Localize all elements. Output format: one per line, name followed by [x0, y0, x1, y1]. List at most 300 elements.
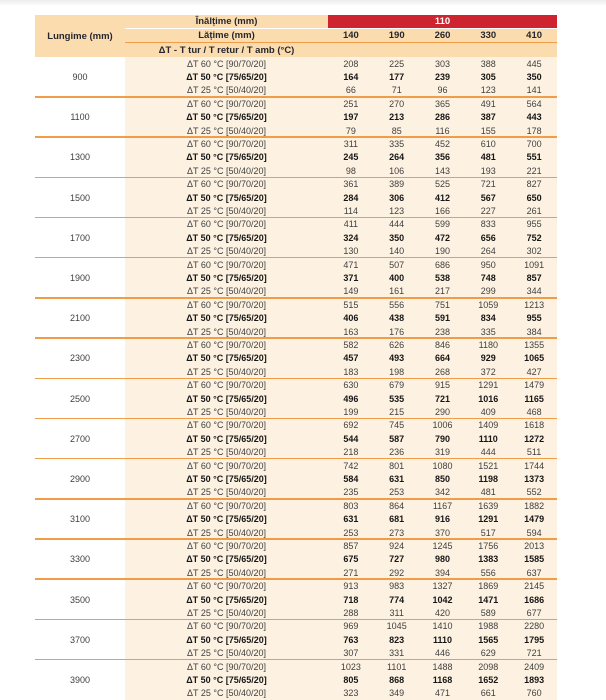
output-value: 253: [343, 527, 359, 538]
output-value: 123: [389, 206, 405, 217]
output-value: 675: [343, 554, 359, 565]
output-value: 116: [435, 125, 450, 136]
output-value: 457: [343, 353, 359, 364]
dt-row-label: ΔT 50 °C [75/65/20]: [186, 594, 267, 605]
output-value: 748: [480, 273, 496, 284]
output-value: 493: [389, 353, 405, 364]
output-value: 1080: [432, 460, 453, 471]
dt-row-label: ΔT 60 °C [90/70/20]: [187, 299, 266, 310]
data-row-dt60: [125, 459, 557, 472]
output-value: 273: [389, 527, 405, 538]
length-group-3100: [35, 499, 557, 539]
dt-row-label: ΔT 60 °C [90/70/20]: [187, 540, 266, 551]
output-value: 551: [526, 152, 542, 163]
output-value: 1016: [478, 393, 499, 404]
output-value: 235: [343, 487, 359, 498]
output-value: 1795: [524, 634, 545, 645]
inaltime-label-cell: Înălțime (mm): [125, 15, 328, 28]
output-value: 1565: [478, 634, 499, 645]
output-value: 468: [526, 406, 542, 417]
data-row-dt25: [125, 325, 557, 338]
output-value: 286: [434, 112, 450, 123]
output-value: 420: [434, 607, 450, 618]
dt-row-label: ΔT 25 °C [50/40/20]: [187, 125, 266, 136]
dt-row-label: ΔT 50 °C [75/65/20]: [186, 112, 267, 123]
output-value: 538: [434, 273, 450, 284]
output-value: 833: [480, 219, 496, 230]
output-value: 507: [389, 259, 405, 270]
output-value: 236: [389, 447, 405, 458]
output-value: 96: [437, 85, 448, 96]
inaltime-value-cell: 110: [328, 15, 557, 28]
output-value: 637: [526, 567, 542, 578]
output-value: 238: [434, 326, 450, 337]
group-rows: [125, 97, 557, 137]
output-value: 302: [526, 246, 542, 257]
data-row-dt60: [125, 660, 557, 673]
data-row-dt60: [125, 137, 557, 150]
output-value: 535: [389, 393, 405, 404]
dt-header-filler: [328, 43, 557, 57]
lungime-value: 3900: [35, 660, 125, 700]
output-value: 803: [343, 500, 359, 511]
output-value: 264: [389, 152, 405, 163]
output-value: 66: [345, 85, 356, 96]
dt-row-label: ΔT 50 °C [75/65/20]: [186, 192, 267, 203]
output-value: 631: [389, 473, 405, 484]
output-value: 79: [345, 125, 356, 136]
output-value: 218: [343, 447, 359, 458]
output-value: 472: [434, 232, 450, 243]
output-value: 983: [389, 581, 405, 592]
length-group-1700: [35, 218, 557, 258]
output-value: 106: [389, 165, 405, 176]
dt-row-label: ΔT 50 °C [75/65/20]: [186, 152, 267, 163]
length-group-3700: [35, 620, 557, 660]
output-value: 445: [526, 58, 542, 69]
dt-row-label: ΔT 60 °C [90/70/20]: [187, 661, 266, 672]
data-row-dt25: [125, 566, 557, 579]
output-value: 1110: [478, 433, 498, 444]
output-value: 1042: [432, 594, 453, 605]
output-value: 1479: [524, 514, 545, 525]
output-value: 823: [389, 634, 405, 645]
dt-header-label-cell: ΔT - T tur / T retur / T amb (°C): [125, 43, 328, 57]
output-value: 1167: [432, 500, 453, 511]
output-value: 950: [480, 259, 496, 270]
lungime-header-cell: Lungime (mm): [35, 15, 125, 57]
dt-row-label: ΔT 50 °C [75/65/20]: [186, 674, 267, 685]
output-value: 752: [526, 232, 542, 243]
output-value: 438: [389, 313, 405, 324]
output-value: 751: [434, 299, 450, 310]
output-value: 1023: [340, 661, 361, 672]
dt-row-label: ΔT 25 °C [50/40/20]: [187, 648, 266, 659]
latime-value-cell: 140: [328, 29, 374, 42]
output-value: 389: [389, 179, 405, 190]
output-value: 491: [480, 98, 496, 109]
length-group-1100: [35, 97, 557, 137]
output-value: 805: [343, 674, 359, 685]
output-value: 130: [343, 246, 359, 257]
output-value: 306: [389, 192, 405, 203]
output-value: 1471: [478, 594, 499, 605]
output-value: 2013: [524, 540, 545, 551]
length-group-1900: [35, 258, 557, 298]
length-group-2300: [35, 338, 557, 378]
dt-row-label: ΔT 25 °C [50/40/20]: [187, 406, 266, 417]
lungime-value: 1700: [35, 218, 125, 258]
lungime-value: 2700: [35, 419, 125, 459]
length-group-3500: [35, 579, 557, 619]
output-value: 427: [526, 366, 542, 377]
output-value: 1521: [478, 460, 499, 471]
output-value: 544: [343, 433, 359, 444]
data-row-dt50: [125, 70, 557, 83]
output-value: 1383: [478, 554, 499, 565]
output-value: 594: [526, 527, 542, 538]
dt-row-label: ΔT 25 °C [50/40/20]: [187, 85, 266, 96]
output-value: 650: [526, 192, 542, 203]
dt-row-label: ΔT 25 °C [50/40/20]: [187, 206, 266, 217]
length-group-2100: [35, 298, 557, 338]
output-value: 850: [434, 473, 450, 484]
output-value: 515: [343, 299, 359, 310]
output-value: 264: [480, 246, 496, 257]
output-value: 443: [526, 112, 542, 123]
data-row-dt25: [125, 486, 557, 499]
output-value: 331: [389, 648, 405, 659]
output-value: 163: [343, 326, 359, 337]
data-row-dt25: [125, 445, 557, 458]
output-value: 140: [389, 246, 405, 257]
table-body: [35, 57, 557, 700]
output-value: 552: [526, 487, 542, 498]
output-value: 305: [480, 72, 496, 83]
data-row-dt50: [125, 673, 557, 686]
output-value: 141: [526, 85, 542, 96]
output-value: 631: [343, 514, 359, 525]
output-value: 913: [343, 581, 359, 592]
output-value: 371: [343, 273, 359, 284]
output-value: 591: [434, 313, 450, 324]
lungime-value: 1500: [35, 178, 125, 218]
output-value: 452: [434, 139, 450, 150]
group-rows: [125, 379, 557, 419]
output-value: 1988: [478, 621, 499, 632]
latime-value-cell: 190: [374, 29, 420, 42]
data-row-dt25: [125, 365, 557, 378]
dt-row-label: ΔT 50 °C [75/65/20]: [186, 353, 267, 364]
output-value: 400: [389, 273, 405, 284]
output-value: 511: [526, 447, 542, 458]
dt-row-label: ΔT 50 °C [75/65/20]: [186, 473, 267, 484]
data-row-dt60: [125, 97, 557, 110]
dt-row-label: ΔT 60 °C [90/70/20]: [187, 179, 266, 190]
output-value: 290: [434, 406, 450, 417]
output-value: 384: [526, 326, 542, 337]
length-group-2900: [35, 459, 557, 499]
output-value: 1291: [478, 380, 499, 391]
output-value: 85: [391, 125, 402, 136]
output-value: 2409: [524, 661, 545, 672]
output-value: 356: [434, 152, 450, 163]
output-value: 630: [343, 380, 359, 391]
dt-row-label: ΔT 60 °C [90/70/20]: [187, 58, 266, 69]
output-value: 143: [434, 165, 450, 176]
output-value: 365: [434, 98, 450, 109]
output-value: 556: [389, 299, 405, 310]
data-row-dt60: [125, 57, 557, 70]
data-row-dt60: [125, 338, 557, 351]
output-value: 681: [389, 514, 405, 525]
output-value: 344: [526, 286, 542, 297]
dt-row-label: ΔT 60 °C [90/70/20]: [187, 219, 266, 230]
dt-row-label: ΔT 25 °C [50/40/20]: [187, 165, 266, 176]
data-row-dt50: [125, 151, 557, 164]
radiator-output-table: [35, 15, 557, 700]
data-row-dt50: [125, 231, 557, 244]
lungime-value: 1300: [35, 137, 125, 177]
group-rows: [125, 539, 557, 579]
output-value: 412: [434, 192, 450, 203]
output-value: 1686: [524, 594, 545, 605]
output-value: 394: [434, 567, 450, 578]
latime-label-cell: Lățime (mm): [125, 29, 328, 42]
data-row-dt25: [125, 606, 557, 619]
data-row-dt25: [125, 84, 557, 97]
output-value: 2280: [524, 621, 545, 632]
output-value: 225: [389, 58, 405, 69]
output-value: 199: [343, 406, 359, 417]
data-row-dt25: [125, 164, 557, 177]
output-value: 1110: [432, 634, 452, 645]
header-rows: [125, 15, 557, 57]
output-value: 1618: [524, 420, 545, 431]
dt-row-label: ΔT 25 °C [50/40/20]: [187, 326, 266, 337]
output-value: 1488: [432, 661, 453, 672]
output-value: 319: [434, 447, 450, 458]
dt-row-label: ΔT 60 °C [90/70/20]: [187, 340, 266, 350]
dt-row-label: ΔT 60 °C [90/70/20]: [187, 460, 266, 471]
data-row-dt50: [125, 432, 557, 445]
output-value: 406: [343, 313, 359, 324]
output-value: 969: [343, 621, 359, 632]
output-value: 1213: [524, 299, 545, 310]
data-row-dt25: [125, 687, 557, 700]
output-value: 915: [434, 380, 450, 391]
output-value: 388: [480, 58, 496, 69]
output-value: 303: [434, 58, 450, 69]
output-value: 387: [480, 112, 496, 123]
output-value: 1409: [478, 420, 499, 431]
data-row-dt25: [125, 285, 557, 298]
lungime-value: 3700: [35, 620, 125, 660]
inaltime-row: [125, 15, 557, 29]
data-row-dt60: [125, 218, 557, 231]
dt-row-label: ΔT 60 °C [90/70/20]: [187, 500, 266, 511]
output-value: 177: [389, 72, 405, 83]
output-value: 311: [343, 139, 359, 150]
output-value: 1744: [524, 460, 545, 471]
output-value: 217: [434, 286, 450, 297]
output-value: 335: [389, 139, 405, 150]
lungime-value: 2900: [35, 459, 125, 499]
data-row-dt50: [125, 352, 557, 365]
output-value: 253: [389, 487, 405, 498]
output-value: 2098: [478, 661, 499, 672]
output-value: 763: [343, 634, 359, 645]
dt-row-label: ΔT 25 °C [50/40/20]: [187, 246, 266, 257]
output-value: 857: [526, 273, 542, 284]
output-value: 626: [389, 340, 405, 350]
data-row-dt60: [125, 499, 557, 512]
data-row-dt50: [125, 593, 557, 606]
data-row-dt60: [125, 298, 557, 311]
output-value: 1065: [524, 353, 545, 364]
data-row-dt50: [125, 271, 557, 284]
lungime-value: 2500: [35, 379, 125, 419]
dt-header-row: [125, 43, 557, 57]
dt-row-label: ΔT 60 °C [90/70/20]: [187, 139, 266, 150]
output-value: 864: [389, 500, 405, 511]
output-value: 176: [389, 326, 405, 337]
output-value: 1882: [524, 500, 545, 511]
data-row-dt50: [125, 553, 557, 566]
data-row-dt60: [125, 539, 557, 552]
dt-row-label: ΔT 25 °C [50/40/20]: [187, 607, 266, 618]
output-value: 955: [526, 313, 542, 324]
dt-row-label: ΔT 25 °C [50/40/20]: [187, 688, 266, 699]
output-value: 114: [343, 206, 359, 217]
output-value: 790: [434, 433, 450, 444]
output-value: 1091: [524, 259, 545, 270]
output-value: 239: [434, 72, 450, 83]
data-row-dt50: [125, 191, 557, 204]
output-value: 517: [480, 527, 496, 538]
output-value: 251: [343, 98, 359, 109]
group-rows: [125, 137, 557, 177]
dt-row-label: ΔT 50 °C [75/65/20]: [186, 433, 267, 444]
group-rows: [125, 579, 557, 619]
output-value: 556: [480, 567, 496, 578]
output-value: 1585: [524, 554, 545, 565]
data-row-dt60: [125, 579, 557, 592]
output-value: 1479: [524, 380, 545, 391]
output-value: 71: [391, 85, 402, 96]
dt-row-label: ΔT 25 °C [50/40/20]: [187, 487, 266, 498]
output-value: 261: [526, 206, 542, 217]
dt-row-label: ΔT 60 °C [90/70/20]: [187, 581, 266, 592]
output-value: 1373: [524, 473, 545, 484]
output-value: 227: [480, 206, 496, 217]
lungime-value: 2100: [35, 298, 125, 338]
output-value: 980: [434, 554, 450, 565]
output-value: 198: [389, 366, 405, 377]
output-value: 471: [434, 688, 450, 699]
dt-row-label: ΔT 25 °C [50/40/20]: [187, 447, 266, 458]
output-value: 2145: [524, 581, 545, 592]
output-value: 411: [343, 219, 359, 230]
data-row-dt25: [125, 405, 557, 418]
lungime-value: 3500: [35, 579, 125, 619]
group-rows: [125, 419, 557, 459]
output-value: 760: [526, 688, 542, 699]
output-value: 1869: [478, 581, 499, 592]
output-value: 444: [480, 447, 496, 458]
output-value: 587: [389, 433, 405, 444]
output-value: 1180: [478, 340, 498, 350]
output-value: 1045: [386, 621, 407, 632]
output-value: 1652: [478, 674, 499, 685]
output-value: 349: [389, 688, 405, 699]
output-value: 342: [434, 487, 450, 498]
output-value: 221: [526, 165, 542, 176]
output-value: 661: [480, 688, 496, 699]
data-row-dt60: [125, 419, 557, 432]
lungime-value: 3300: [35, 539, 125, 579]
output-value: 213: [389, 112, 405, 123]
data-row-dt25: [125, 124, 557, 137]
output-value: 271: [343, 567, 359, 578]
output-value: 164: [343, 72, 359, 83]
group-rows: [125, 57, 557, 97]
output-value: 692: [343, 420, 359, 431]
output-value: 727: [389, 554, 405, 565]
group-rows: [125, 660, 557, 700]
output-value: 166: [434, 206, 450, 217]
output-value: 190: [434, 246, 450, 257]
output-value: 664: [434, 353, 450, 364]
output-value: 496: [343, 393, 359, 404]
output-value: 1006: [432, 420, 453, 431]
group-rows: [125, 178, 557, 218]
output-value: 774: [389, 594, 405, 605]
output-value: 567: [480, 192, 496, 203]
output-value: 721: [480, 179, 496, 190]
dt-row-label: ΔT 60 °C [90/70/20]: [187, 98, 266, 109]
data-row-dt50: [125, 472, 557, 485]
output-value: 215: [389, 406, 405, 417]
output-value: 857: [343, 540, 359, 551]
output-value: 1165: [524, 393, 544, 404]
output-value: 929: [480, 353, 496, 364]
output-value: 245: [343, 152, 359, 163]
latime-value-cell: 330: [465, 29, 511, 42]
output-value: 745: [389, 420, 405, 431]
length-group-900: [35, 57, 557, 97]
output-value: 1291: [478, 514, 499, 525]
output-value: 525: [434, 179, 450, 190]
group-rows: [125, 298, 557, 338]
output-value: 350: [526, 72, 542, 83]
output-value: 834: [480, 313, 496, 324]
lungime-value: 1100: [35, 97, 125, 137]
data-row-dt50: [125, 512, 557, 525]
output-value: 589: [480, 607, 496, 618]
dt-row-label: ΔT 25 °C [50/40/20]: [187, 527, 266, 538]
output-value: 446: [434, 648, 450, 659]
latime-row: [125, 29, 557, 43]
output-value: 149: [343, 286, 359, 297]
group-rows: [125, 459, 557, 499]
output-value: 629: [480, 648, 496, 659]
group-rows: [125, 620, 557, 660]
output-value: 564: [526, 98, 542, 109]
length-group-1500: [35, 178, 557, 218]
dt-row-label: ΔT 50 °C [75/65/20]: [186, 273, 267, 284]
output-value: 721: [526, 648, 542, 659]
